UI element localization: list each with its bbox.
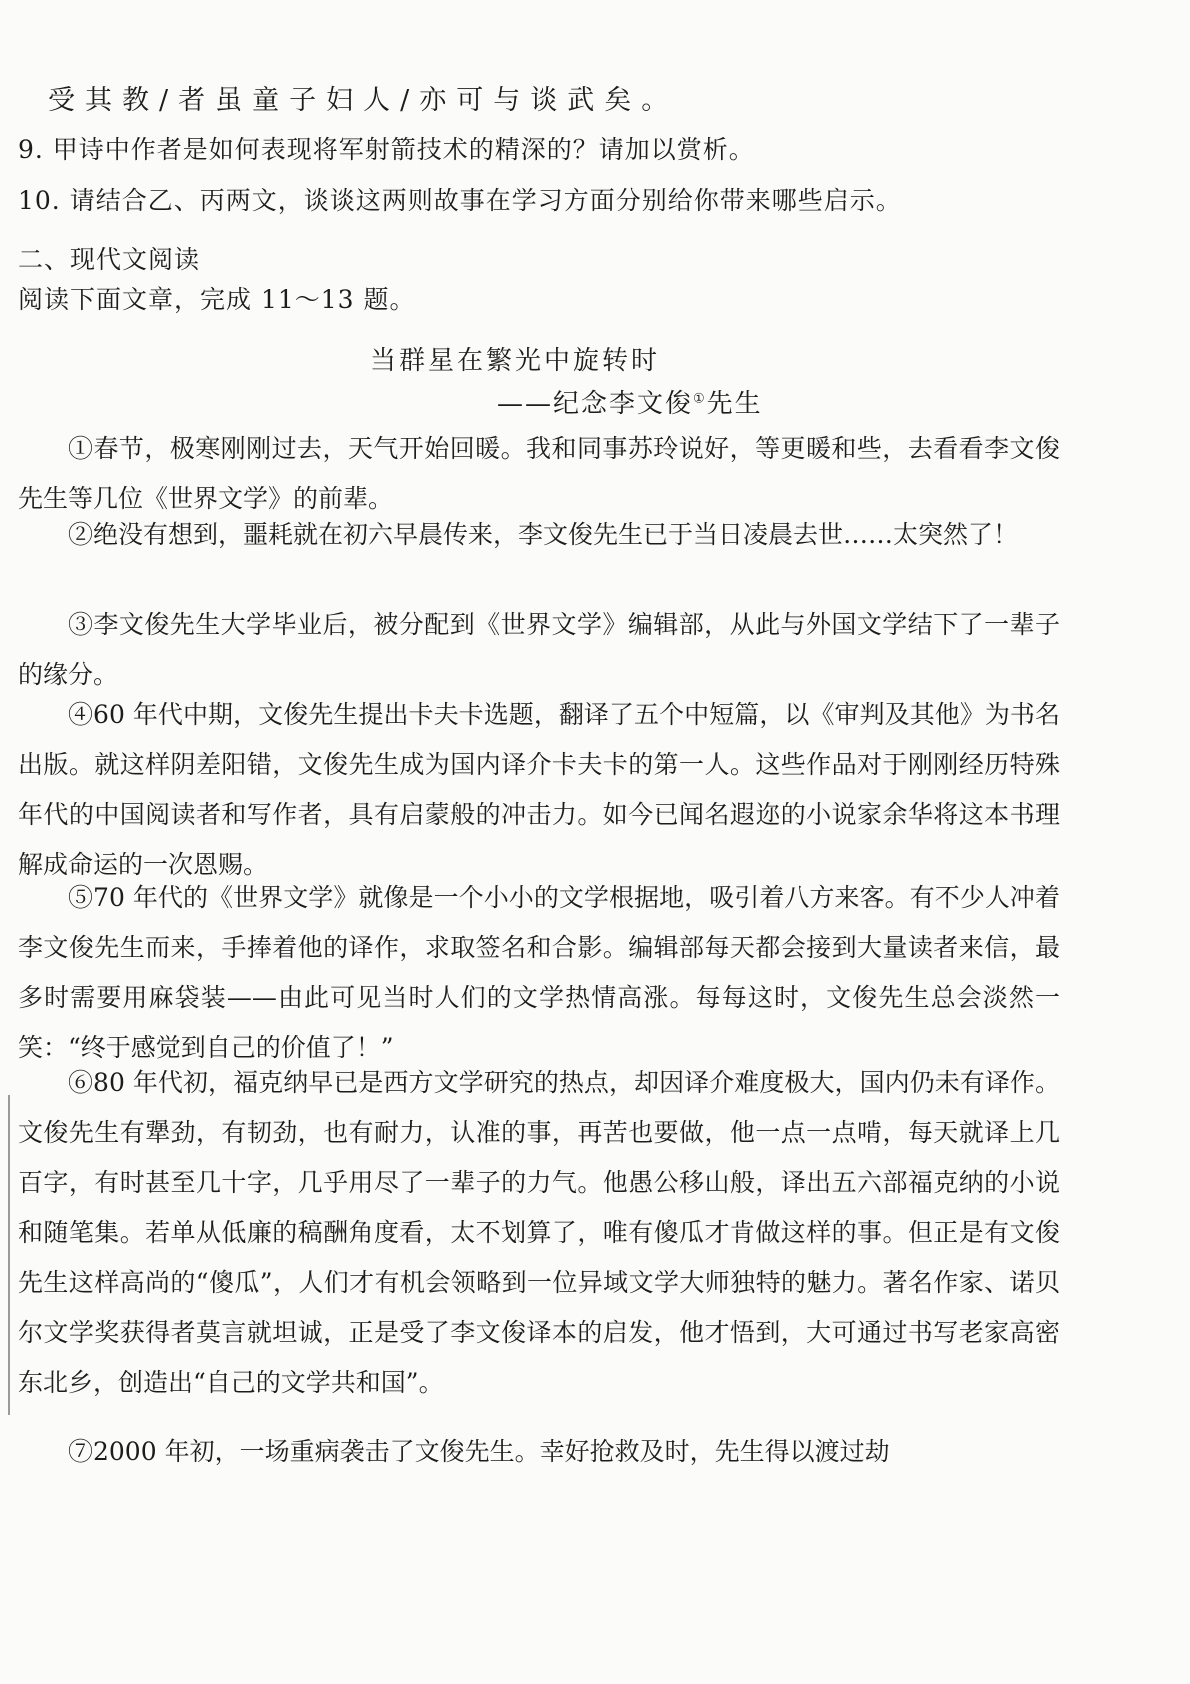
paragraph-6-text: ⑥80 年代初，福克纳早已是西方文学研究的热点，却因译介难度极大，国内仍未有译作。文俊先生有犟劲，有韧劲，也有耐力，认准的事，再苦也要做，他一点一点啃，每天就译上几百字，有时甚至几十字，几乎用尽了一辈子的力气。他愚公移山般，译出五六部福克纳的小说和随笔集。若单从低廉的稿酬角度看，太不划算了，唯有傻瓜才肯做这样的事。但正是有文俊先生这样高尚的“傻瓜”，人们才有机会领略到一位异域文学大师独特的魅力。著名作家、诺贝尔文学奖获得者莫言就坦诚，正是受了李文俊译本的启发，他才悟到，大可通过书写老家高密东北乡，创造出“自己的文学共和国”。 xyxy=(18,1068,1060,1397)
paragraph-6 xyxy=(18,1058,1060,1408)
paragraph-4 xyxy=(18,690,1060,890)
paragraph-3-text: ③李文俊先生大学毕业后，被分配到《世界文学》编辑部，从此与外国文学结下了一辈子的缘分。 xyxy=(18,610,1060,689)
question-9: 9. 甲诗中作者是如何表现将军射箭技术的精深的？请加以赏析。 xyxy=(18,135,755,164)
paragraph-5 xyxy=(18,873,1060,1073)
article-subtitle xyxy=(497,383,763,420)
article-title: 当群星在繁光中旋转时 xyxy=(370,346,661,376)
section-heading: 二、现代文阅读 xyxy=(18,245,201,274)
paragraph-3 xyxy=(18,600,1060,700)
classical-text-line: 受其教/者虽童子妇人/亦可与谈武矣。 xyxy=(48,85,679,116)
footnote-mark: ① xyxy=(693,391,707,407)
paragraph-4-text: ④60 年代中期，文俊先生提出卡夫卡选题，翻译了五个中短篇，以《审判及其他》为书名出版。就这样阴差阳错，文俊先生成为国内译介卡夫卡的第一人。这些作品对于刚刚经历特殊年代的中国阅读者和写作者，具有启蒙般的冲击力。如今已闻名遐迩的小说家余华将这本书理解成命运的一次恩赐。 xyxy=(18,700,1060,879)
paragraph-1 xyxy=(18,424,1060,524)
paragraph-5-text: ⑤70 年代的《世界文学》就像是一个小小的文学根据地，吸引着八方来客。有不少人冲着李文俊先生而来，手捧着他的译作，求取签名和合影。编辑部每天都会接到大量读者来信，最多时需要用麻袋装——由此可见当时人们的文学热情高涨。每每这时，文俊先生总会淡然一笑：“终于感觉到自己的价值了！” xyxy=(18,883,1060,1062)
subtitle-prefix: ——纪念李文俊 xyxy=(497,389,694,419)
margin-line xyxy=(8,1095,10,1415)
paragraph-7-text: ⑦2000 年初，一场重病袭击了文俊先生。幸好抢救及时，先生得以渡过劫 xyxy=(68,1437,890,1466)
section-instruction: 阅读下面文章，完成 11～13 题。 xyxy=(18,285,416,314)
subtitle-suffix: 先生 xyxy=(706,389,763,419)
paragraph-2 xyxy=(18,510,1060,560)
paragraph-1-text: ①春节，极寒刚刚过去，天气开始回暖。我和同事苏玲说好，等更暖和些，去看看李文俊先生等几位《世界文学》的前辈。 xyxy=(18,434,1060,513)
paragraph-2-text: ②绝没有想到，噩耗就在初六早晨传来，李文俊先生已于当日凌晨去世……太突然了！ xyxy=(68,520,1019,549)
paragraph-7 xyxy=(18,1427,1060,1477)
question-10: 10. 请结合乙、丙两文，谈谈这两则故事在学习方面分别给你带来哪些启示。 xyxy=(18,186,902,215)
